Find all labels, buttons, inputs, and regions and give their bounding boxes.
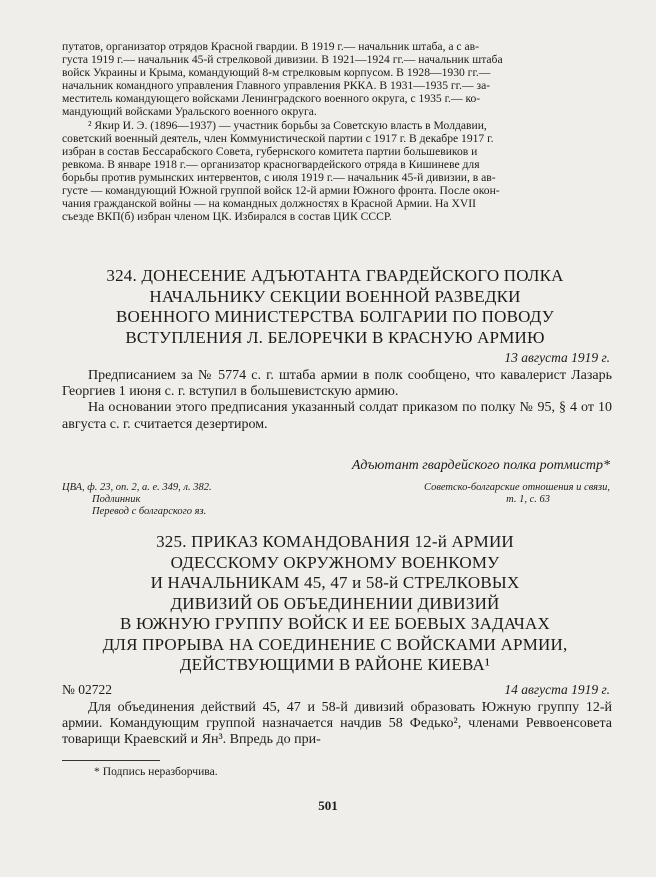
top-footnotes <box>62 40 612 223</box>
source-line: Перевод с болгарского яз. <box>92 506 207 517</box>
doc-324-paragraph: На основании этого предписания указанный солдат приказом по полку № 95, § 4 от 10 августа с. г. считается дезертиром. <box>62 400 612 432</box>
doc-324-body <box>62 368 612 433</box>
doc-325-title-line: ДЕЙСТВУЮЩИМИ В РАЙОНЕ КИЕВА¹ <box>179 655 491 674</box>
footnote-divider <box>62 760 160 761</box>
doc-325-body <box>62 700 612 749</box>
source-line: т. 1, с. 63 <box>506 494 550 505</box>
footnote-1-line: путатов, организатор отрядов Красной гвардии. В 1919 г.— начальник штаба, а с ав- <box>62 40 479 53</box>
page-number: 501 <box>318 798 338 813</box>
footnote-1-line: войск Украины и Крыма, командующий 8-м стрелковым корпусом. В 1928—1930 гг.— <box>62 66 491 80</box>
doc-324-title-line: ВСТУПЛЕНИЯ Л. БЕЛОРЕЧКИ В КРАСНУЮ АРМИЮ <box>125 327 545 347</box>
doc-324-title-line: 324. ДОНЕСЕНИЕ АДЪЮТАНТА ГВАРДЕЙСКОГО ПОЛКА <box>106 266 564 285</box>
footnote-2-line: съезде ВКП(б) избран членом ЦК. Избирался в состав ЦИК СССР. <box>62 210 392 224</box>
footnote-1-line: мандующий войсками Уральского военного округа. <box>62 105 317 119</box>
footnote-1-line: густа 1919 г.— начальник 45-й стрелковой дивизии. В 1921—1924 гг.— начальник штаба <box>62 53 503 67</box>
footnote-1-line: меститель командующего войсками Ленинградского военного округа, с 1935 г.— ко- <box>62 92 481 106</box>
doc-325-title-line: ДЛЯ ПРОРЫВА НА СОЕДИНЕНИЕ С ВОЙСКАМИ АРМИИ, <box>102 634 568 654</box>
footnote-2-line: борьбы против румынских интервентов, с июля 1919 г.— начальник 45-й дивизии, в ав- <box>62 170 496 184</box>
doc-325-paragraph: Для объединения действий 45, 47 и 58-й дивизий образовать Южную группу 12-й армии. Командующим группой назначается начдив 58 Федько², членами Реввоенсовета товарищи Краевский и Ян³. Впредь до при- <box>62 700 612 748</box>
source-line: ЦВА, ф. 23, оп. 2, а. е. 349, л. 382. <box>62 482 212 493</box>
doc-324-source-left <box>62 482 212 518</box>
doc-325-title-line: И НАЧАЛЬНИКАМ 45, 47 и 58-й СТРЕЛКОВЫХ <box>150 573 520 592</box>
doc-325-number: № 02722 <box>62 682 113 697</box>
doc-325-date: 14 августа 1919 г. <box>504 682 610 697</box>
doc-325-title-line: В ЮЖНУЮ ГРУППУ ВОЙСК И ЕЕ БОЕВЫХ ЗАДАЧАХ <box>120 614 550 633</box>
doc-325-title-line: ОДЕССКОМУ ОКРУЖНОМУ ВОЕНКОМУ <box>170 552 500 572</box>
doc-324-title-line: ВОЕННОГО МИНИСТЕРСТВА БОЛГАРИИ ПО ПОВОДУ <box>115 307 555 326</box>
footnote-2-line: чания гражданской войны — на командных должностях в Красной Армии. На XVII <box>62 197 476 211</box>
source-line: Подлинник <box>92 494 141 505</box>
doc-324-signature: Адъютант гвардейского полка ротмистр* <box>351 458 610 473</box>
footnote-2-line: ² Якир И. Э. (1896—1937) — участник борьбы за Советскую власть в Молдавии, <box>88 118 487 132</box>
footnote-2-line: избран в состав Бессарабского Совета, губернского комитета партии большевиков и <box>62 144 478 158</box>
doc-325-title <box>50 532 620 676</box>
doc-324-title <box>50 266 620 348</box>
doc-325-title-line: 325. ПРИКАЗ КОМАНДОВАНИЯ 12-й АРМИИ <box>156 532 514 551</box>
source-line: Советско-болгарские отношения и связи, <box>424 482 610 493</box>
doc-324-paragraph: Предписанием за № 5774 с. г. штаба армии в полк сообщено, что кавалерист Лазарь Георгиев 1 июня с. г. вступил в большевистскую армию. <box>62 368 612 400</box>
doc-324-title-line: НАЧАЛЬНИКУ СЕКЦИИ ВОЕННОЙ РАЗВЕДКИ <box>149 286 521 306</box>
footnote-2-line: густе — командующий Южной группой войск 12-й армии Южного фронта. После окон- <box>62 184 500 198</box>
doc-325-title-line: ДИВИЗИЙ ОБ ОБЪЕДИНЕНИИ ДИВИЗИЙ <box>170 593 500 613</box>
doc-324-source-right <box>424 482 610 506</box>
footnote-2-line: советский военный деятель, член Коммунистической партии с 1917 г. В декабре 1917 г. <box>62 131 494 145</box>
footnote-2-line: ревкома. В январе 1918 г.— организатор красногвардейского отряда в Кишиневе для <box>62 157 480 171</box>
bottom-footnote: * Подпись неразборчива. <box>94 765 218 778</box>
doc-324-date: 13 августа 1919 г. <box>504 350 610 365</box>
footnote-1-line: начальник командного управления Главного управления РККА. В 1931—1935 гг.— за- <box>62 79 491 93</box>
